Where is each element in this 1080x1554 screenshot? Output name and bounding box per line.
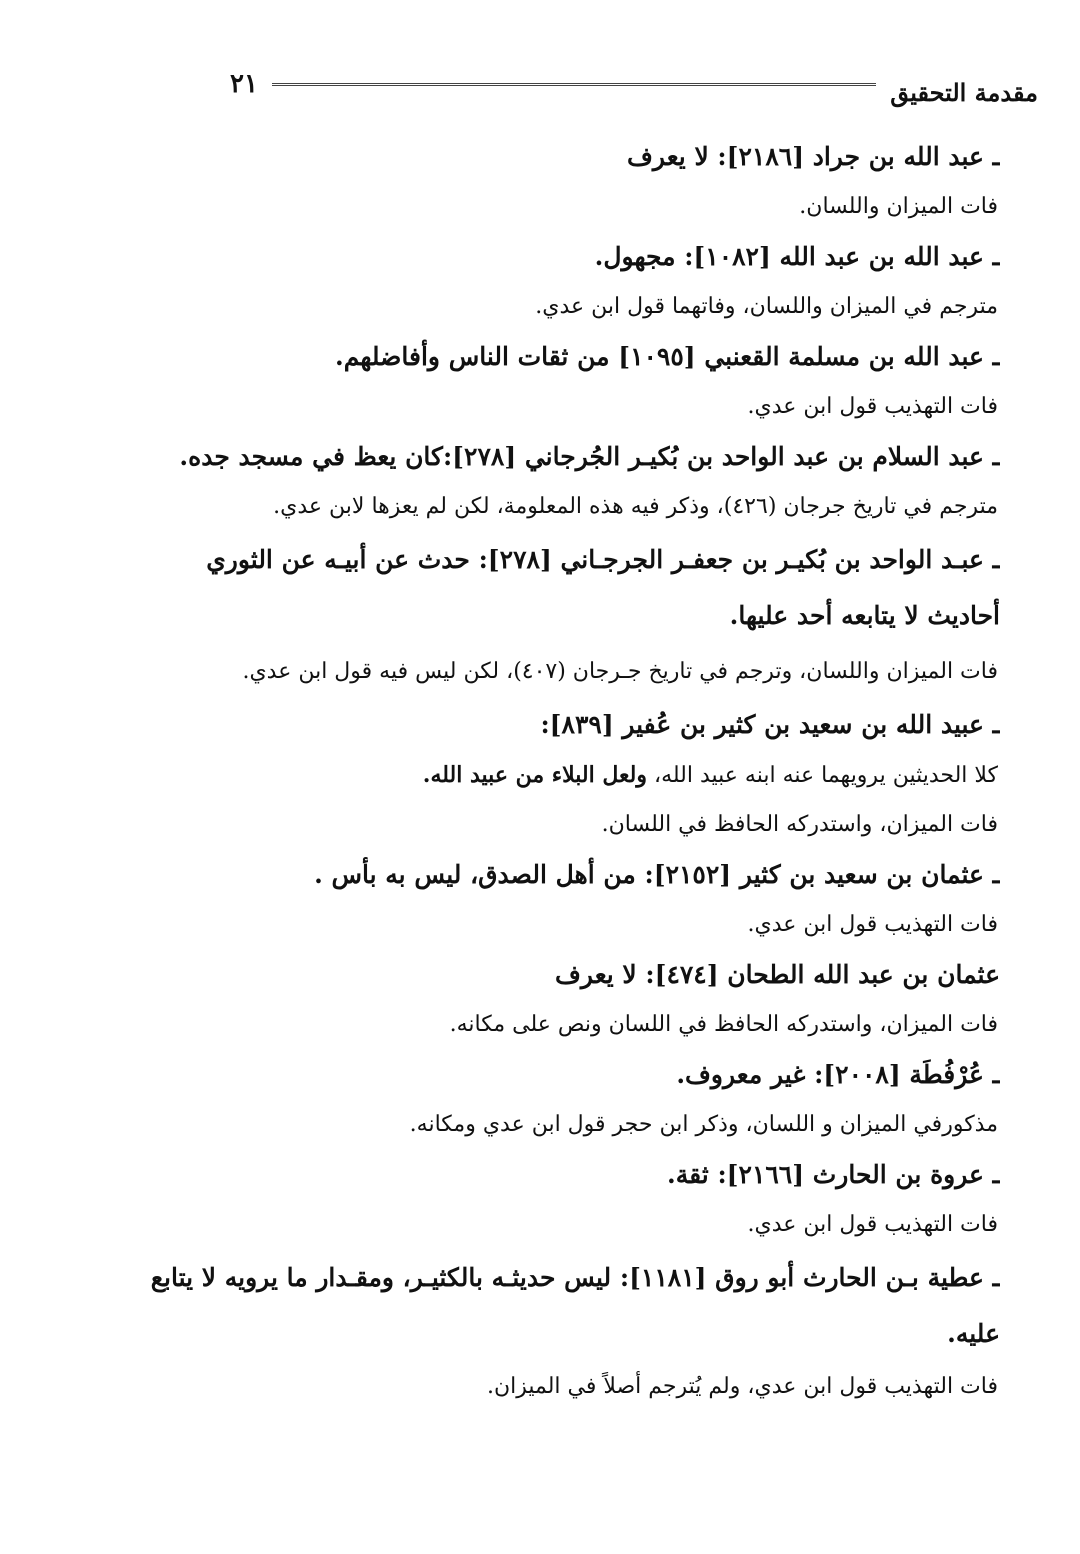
entry-line: ـ عبيد الله بن سعيد بن كثير بن عُفير [٨٣٩]: xyxy=(540,710,1000,739)
note-line: فات الميزان واللسان. xyxy=(799,194,998,219)
page-header xyxy=(230,69,1038,112)
page-body xyxy=(150,132,1000,1412)
entry-line: ـ عروة بن الحارث [٢١٦٦]: ثقة. xyxy=(667,1160,1000,1189)
running-title: مقدمة التحقيق xyxy=(890,77,1038,107)
note-line: مترجم في تاريخ جرجان (٤٢٦)، وذكر فيه هذه المعلومة، لكن لم يعزها لابن عدي. xyxy=(273,494,998,519)
mixed-line xyxy=(150,750,1000,800)
page-number: ٢١ xyxy=(230,69,258,99)
note-line: فات التهذيب قول ابن عدي. xyxy=(747,912,998,937)
entry-line: ـ عبد الله بن عبد الله [١٠٨٢]: مجهول. xyxy=(594,242,1000,271)
entry-line: ـ عطية بـن الحارث أبو روق [١١٨١]: ليس حديثـه بالكثيـر، ومقـدار ما يرويه لا يتابع عليه. xyxy=(150,1263,1000,1348)
entry-line: ـ عبد الله بن مسلمة القعنبي [١٠٩٥] من ثقات الناس وأفاضلهم. xyxy=(335,342,1000,371)
entry-line: ـ عبـد الواحد بن بُكيـر بن جعفـر الجرجـاني [٢٧٨]: حدث عن أبيـه عن الثوري أحاديث لا يتابعه أحد عليها. xyxy=(206,545,1000,630)
entry-line: عثمان بن عبد الله الطحان [٤٧٤]: لا يعرف xyxy=(555,960,1000,989)
note-line: فات التهذيب قول ابن عدي، ولم يُترجم أصلاً في الميزان. xyxy=(486,1374,998,1399)
header-rule xyxy=(272,83,876,86)
note-line: فات الميزان، واستدركه الحافظ في اللسان ونص على مكانه. xyxy=(449,1012,998,1037)
entry-line: ـ عُرْفُطَة [٢٠٠٨]: غير معروف. xyxy=(676,1060,1000,1089)
note-line: فات التهذيب قول ابن عدي. xyxy=(747,394,998,419)
entry-line: ـ عبد السلام بن عبد الواحد بن بُكيـر الجُرجاني [٢٧٨]:كان يعظ في مسجد جده. xyxy=(179,442,1000,471)
plain-text: كلا الحديثين يرويهما عنه ابنه عبيد الله، xyxy=(646,763,998,788)
note-line: فات الميزان، واستدركه الحافظ في اللسان. xyxy=(601,812,998,837)
note-line: فات الميزان واللسان، وترجم في تاريخ جـرجان (٤٠٧)، لكن ليس فيه قول ابن عدي. xyxy=(242,659,998,684)
note-line: مذكورفي الميزان و اللسان، وذكر ابن حجر قول ابن عدي ومكانه. xyxy=(409,1112,998,1137)
bold-text: ولعل البلاء من عبيد الله. xyxy=(422,762,647,788)
note-line: مترجم في الميزان واللسان، وفاتهما قول ابن عدي. xyxy=(535,294,998,319)
note-line: فات التهذيب قول ابن عدي. xyxy=(747,1212,998,1237)
entry-line: ـ عثمان بن سعيد بن كثير [٢١٥٢]: من أهل الصدق، ليس به بأس . xyxy=(314,860,1000,889)
entry-line: ـ عبد الله بن جراد [٢١٨٦]: لا يعرف xyxy=(627,142,1000,171)
